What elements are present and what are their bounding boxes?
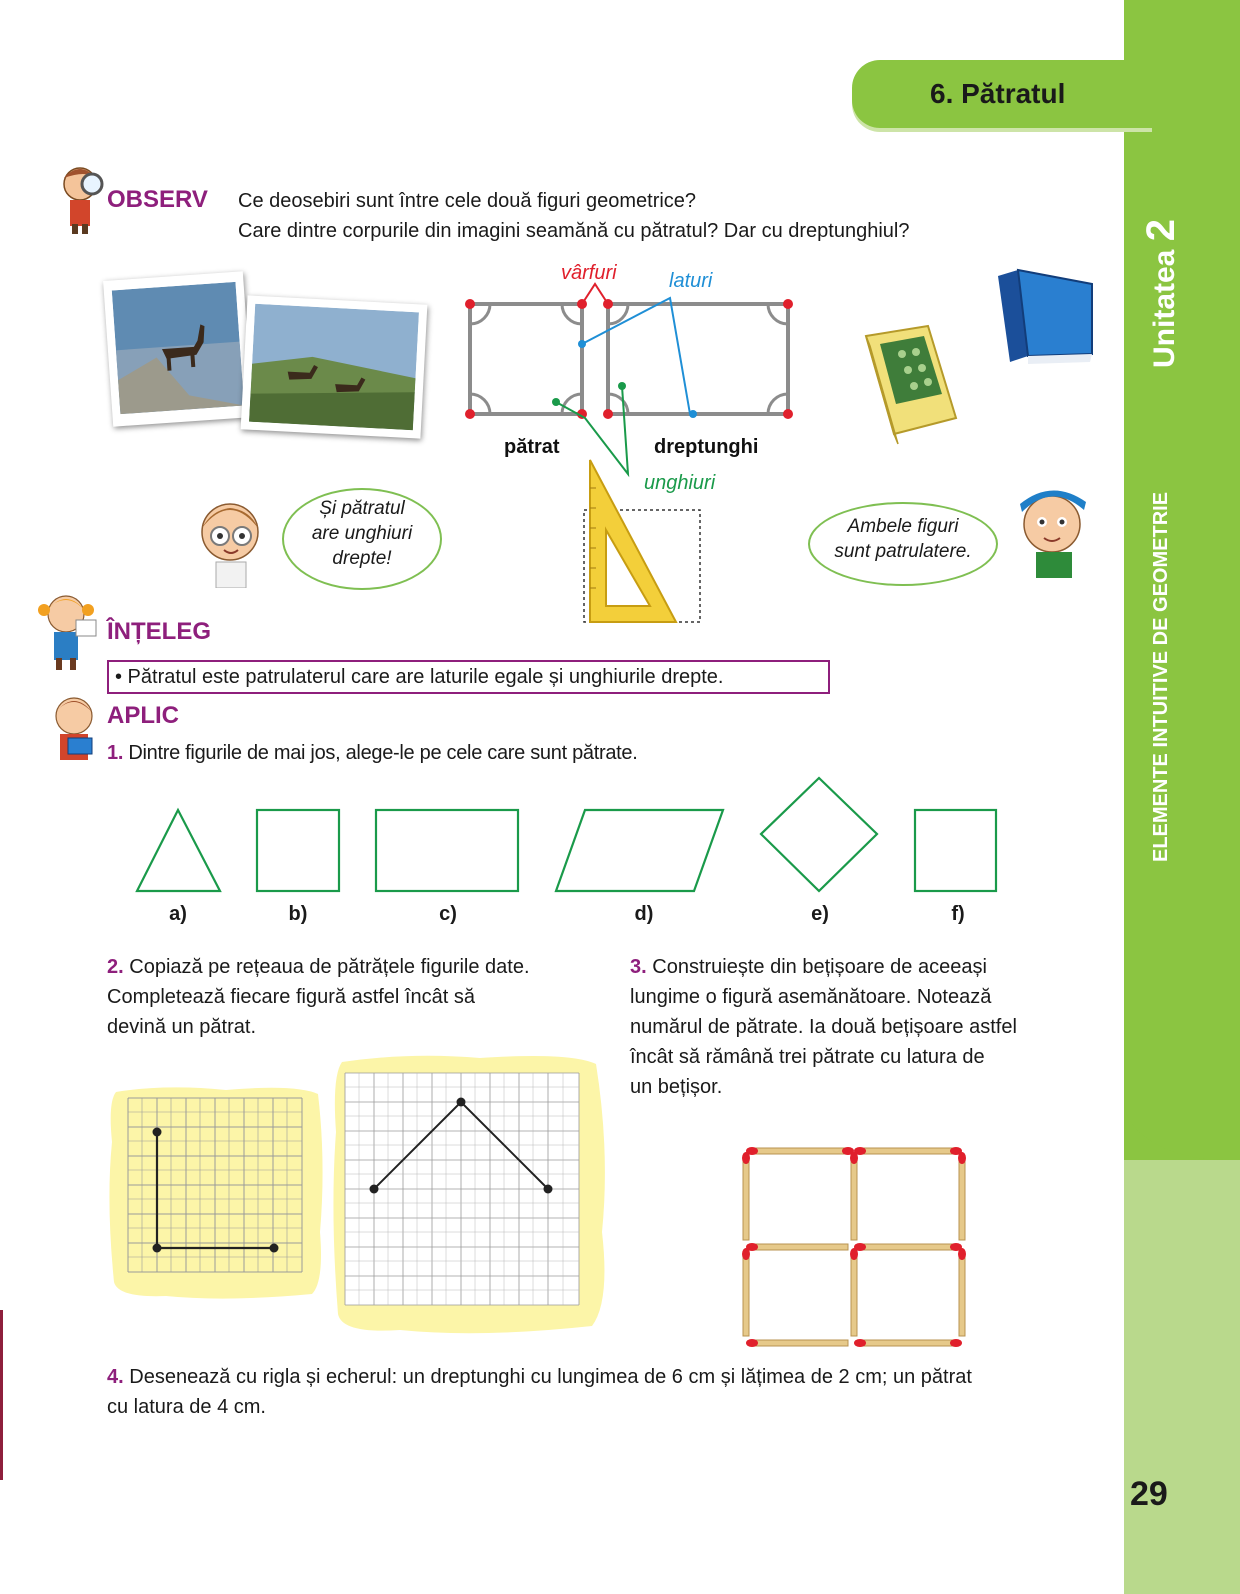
ex2-line-1: Copiază pe rețeaua de pătrățele figurile date. bbox=[129, 956, 530, 978]
shape-a-triangle bbox=[137, 810, 220, 891]
ex4-line-2: cu latura de 4 cm. bbox=[107, 1396, 266, 1418]
option-label-e: e) bbox=[811, 903, 829, 925]
ex3-line-5: un bețișor. bbox=[630, 1076, 723, 1098]
label-dreptunghi: dreptunghi bbox=[654, 436, 759, 458]
ex3-line-1: Construiește din bețișoare de aceeași bbox=[652, 956, 987, 978]
rectangle-figure bbox=[608, 304, 788, 414]
ex1-text: Dintre figurile de mai jos, alege-le pe cele care sunt pătrate. bbox=[128, 742, 638, 764]
blue-book-icon bbox=[994, 268, 1098, 366]
speech-girl-line-1: Și pătratul bbox=[319, 498, 405, 519]
definition-box: • Pătratul este patrulaterul care are laturile egale și unghiurile drepte. bbox=[107, 660, 830, 694]
exercise-4 bbox=[107, 1362, 972, 1422]
ex2-line-3: devină un pătrat. bbox=[107, 1016, 256, 1038]
ex2-number: 2. bbox=[107, 956, 124, 978]
speech-bubble-boy bbox=[808, 502, 998, 586]
ex3-line-3: numărul de pătrate. Ia două bețișoare astfel bbox=[630, 1016, 1017, 1038]
girl-reading-icon bbox=[36, 590, 102, 672]
girl-character-icon bbox=[190, 492, 274, 588]
lesson-title: 6. Pătratul bbox=[930, 78, 1066, 109]
boy-character-icon bbox=[1008, 482, 1098, 578]
option-label-d: d) bbox=[634, 903, 654, 925]
vertex-points bbox=[465, 299, 793, 419]
option-label-b: b) bbox=[288, 903, 308, 925]
speech-bubble-girl bbox=[282, 488, 442, 590]
ex3-number: 3. bbox=[630, 956, 647, 978]
boy-magnifier-icon bbox=[56, 162, 108, 234]
speech-girl-line-2: are unghiuri bbox=[311, 523, 413, 544]
observ-question-1: Ce deosebiri sunt între cele două figuri geometrice? bbox=[238, 190, 697, 212]
chamois-photo-image bbox=[112, 282, 244, 414]
shape-f-square bbox=[915, 810, 996, 891]
ex2-line-2: Completează fiecare figură astfel încât să bbox=[107, 986, 475, 1008]
label-varfuri: vârfuri bbox=[561, 262, 617, 284]
ex4-number: 4. bbox=[107, 1366, 124, 1388]
observ-question-2: Care dintre corpurile din imagini seamănă cu pătratul? Dar cu dreptunghiul? bbox=[238, 220, 910, 242]
speech-boy-line-2: sunt patrulatere. bbox=[834, 541, 972, 562]
label-patrat: pătrat bbox=[504, 436, 560, 458]
label-laturi: laturi bbox=[669, 270, 713, 292]
green-book-icon bbox=[858, 322, 962, 446]
shape-d-parallelogram bbox=[556, 810, 723, 891]
set-square-icon bbox=[580, 458, 706, 628]
photo-chamois-2 bbox=[241, 295, 428, 438]
observ-heading: OBSERV bbox=[107, 186, 208, 213]
exercise-1 bbox=[107, 738, 638, 768]
matchstick-figure bbox=[740, 1140, 980, 1356]
ex4-line-1: Desenează cu rigla și echerul: un dreptunghi cu lungimea de 6 cm și lățimea de 2 cm; un pătrat bbox=[129, 1366, 972, 1388]
boy-book-icon bbox=[44, 692, 104, 768]
speech-boy-line-1: Ambele figuri bbox=[847, 516, 959, 537]
square-figure bbox=[470, 304, 582, 414]
unit-label bbox=[1139, 188, 1199, 368]
grid-1 bbox=[126, 1096, 306, 1276]
option-label-c: c) bbox=[439, 903, 457, 925]
unit-number: 2 bbox=[1139, 219, 1183, 242]
option-label-a: a) bbox=[169, 903, 187, 925]
exercise-1-shapes bbox=[120, 770, 1020, 900]
chapter-label bbox=[1150, 491, 1190, 1322]
exercise-3 bbox=[630, 952, 1017, 1102]
unit-word: Unitatea bbox=[1148, 249, 1181, 368]
shape-e-rotated-square bbox=[761, 778, 877, 891]
margin-mark bbox=[0, 1310, 3, 1480]
exercise-2 bbox=[107, 952, 530, 1042]
chamois-herd-photo-image bbox=[249, 304, 419, 430]
grid-2 bbox=[344, 1072, 582, 1308]
inteleg-heading: ÎNȚELEG bbox=[107, 618, 212, 645]
photo-chamois-1 bbox=[103, 271, 253, 426]
chapter-text: ELEMENTE INTUITIVE DE GEOMETRIE bbox=[1150, 491, 1172, 862]
ex3-line-4: încât să rămână trei pătrate cu latura de bbox=[630, 1046, 985, 1068]
aplic-heading: APLIC bbox=[107, 702, 179, 729]
label-unghiuri: unghiuri bbox=[644, 472, 716, 494]
page-number: 29 bbox=[1130, 1475, 1168, 1513]
shape-c-rectangle bbox=[376, 810, 518, 891]
shape-b-square bbox=[257, 810, 339, 891]
ex1-number: 1. bbox=[107, 742, 124, 764]
ex3-line-2: lungime o figură asemănătoare. Notează bbox=[630, 986, 992, 1008]
option-label-f: f) bbox=[951, 903, 965, 925]
speech-girl-line-3: drepte! bbox=[332, 548, 392, 569]
